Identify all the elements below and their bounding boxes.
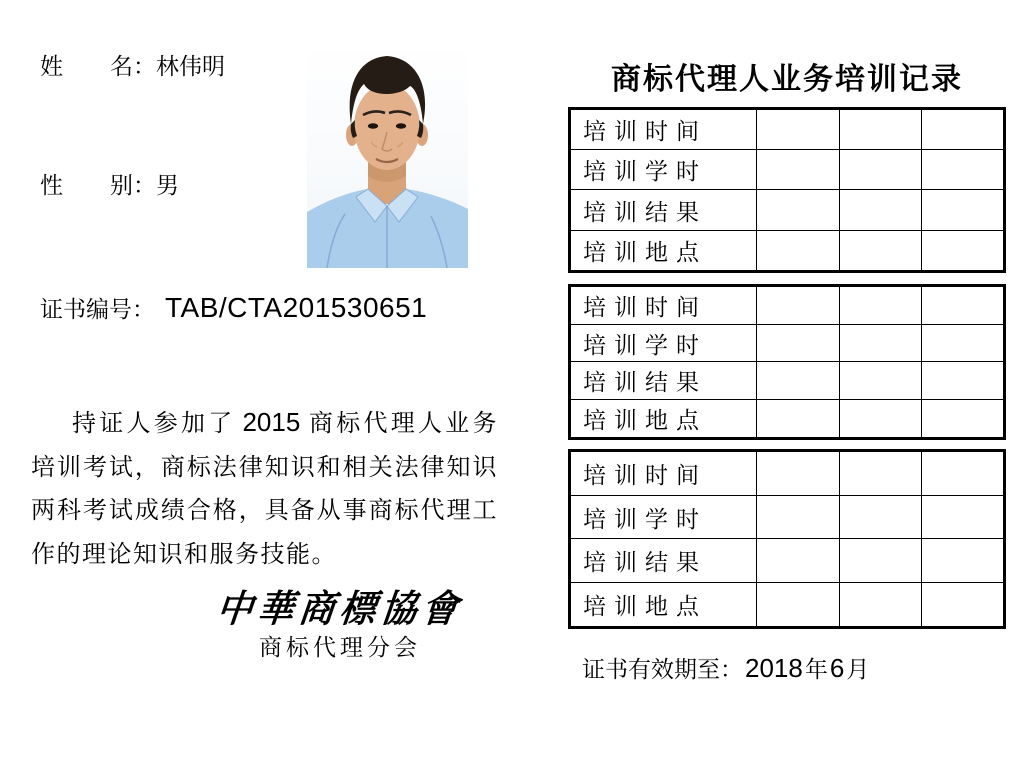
statement-text-1: 持证人参加了 <box>72 411 236 437</box>
table-row <box>570 190 1005 230</box>
empty-cell <box>757 190 840 230</box>
empty-cell <box>839 324 922 362</box>
empty-cell <box>922 539 1005 583</box>
name-row <box>40 54 225 80</box>
gender-row <box>40 173 179 199</box>
gender-value: 男 <box>156 173 179 198</box>
row-label: 培训时间 <box>570 109 757 150</box>
empty-cell <box>922 400 1005 439</box>
empty-cell <box>922 324 1005 362</box>
name-label: 姓 <box>40 54 63 79</box>
row-label: 培训时间 <box>570 286 757 325</box>
empty-cell <box>757 286 840 325</box>
row-label: 培训结果 <box>570 362 757 400</box>
table-row <box>570 400 1005 439</box>
name-label-2: 名： <box>110 54 156 79</box>
statement-year: 2015 <box>242 407 301 437</box>
row-label: 培训结果 <box>570 190 757 230</box>
row-label: 培训学时 <box>570 150 757 190</box>
empty-cell <box>839 109 922 150</box>
training-table <box>568 449 1006 629</box>
empty-cell <box>922 495 1005 539</box>
empty-cell <box>922 362 1005 400</box>
empty-cell <box>757 362 840 400</box>
row-label: 培训学时 <box>570 324 757 362</box>
empty-cell <box>757 230 840 271</box>
training-record-title: 商标代理人业务培训记录 <box>611 63 963 96</box>
id-photo <box>307 42 468 268</box>
row-label: 培训时间 <box>570 451 757 496</box>
gender-label: 性 <box>40 173 63 198</box>
empty-cell <box>922 451 1005 496</box>
validity-year-unit: 年 <box>804 657 828 682</box>
table-row <box>570 495 1005 539</box>
table-row <box>570 109 1005 150</box>
validity-label: 证书有效期至： <box>582 657 743 682</box>
empty-cell <box>757 150 840 190</box>
training-table <box>568 284 1006 440</box>
table-row <box>570 286 1005 325</box>
row-label: 培训学时 <box>570 495 757 539</box>
empty-cell <box>757 495 840 539</box>
table-row <box>570 230 1005 271</box>
empty-cell <box>922 190 1005 230</box>
empty-cell <box>757 324 840 362</box>
certificate-number-value: TAB/CTA201530651 <box>165 292 428 323</box>
empty-cell <box>922 286 1005 325</box>
table-row <box>570 539 1005 583</box>
issuer-seal-text: 中華商標協會 <box>214 588 465 630</box>
empty-cell <box>839 190 922 230</box>
training-table-1 <box>568 107 1006 273</box>
empty-cell <box>757 539 840 583</box>
name-value: 林伟明 <box>156 54 225 79</box>
empty-cell <box>922 109 1005 150</box>
issuer-seal <box>180 581 500 632</box>
statement-text-2: 商标代理人业务培训考试，商标法律知识和相关法律知识两科考试成绩合格，具备从事商标代理工作的理论知识和服务技能。 <box>31 411 498 568</box>
empty-cell <box>839 539 922 583</box>
empty-cell <box>922 583 1005 628</box>
issuer-branch: 商标代理分会 <box>259 635 421 660</box>
empty-cell <box>839 583 922 628</box>
validity-month: 6 <box>829 653 845 683</box>
empty-cell <box>839 362 922 400</box>
table-row <box>570 583 1005 628</box>
empty-cell <box>922 230 1005 271</box>
empty-cell <box>757 400 840 439</box>
training-table-3 <box>568 449 1006 629</box>
validity-year: 2018 <box>745 653 803 683</box>
id-photo-drawing <box>307 42 468 268</box>
table-row <box>570 362 1005 400</box>
row-label: 培训结果 <box>570 539 757 583</box>
empty-cell <box>839 230 922 271</box>
training-table-2 <box>568 284 1006 440</box>
empty-cell <box>757 583 840 628</box>
empty-cell <box>839 286 922 325</box>
table-row <box>570 150 1005 190</box>
validity-month-unit: 月 <box>846 657 870 682</box>
training-table <box>568 107 1006 273</box>
row-label: 培训地点 <box>570 583 757 628</box>
empty-cell <box>839 150 922 190</box>
empty-cell <box>839 451 922 496</box>
certificate-number-label: 证书编号： <box>40 297 155 322</box>
row-label: 培训地点 <box>570 400 757 439</box>
certificate-number-row <box>40 292 428 323</box>
empty-cell <box>839 495 922 539</box>
gender-label-2: 别： <box>110 173 156 198</box>
row-label: 培训地点 <box>570 230 757 271</box>
validity-row <box>582 651 869 684</box>
table-row <box>570 324 1005 362</box>
statement-paragraph <box>31 401 498 579</box>
table-row <box>570 451 1005 496</box>
empty-cell <box>757 109 840 150</box>
empty-cell <box>839 400 922 439</box>
empty-cell <box>757 451 840 496</box>
empty-cell <box>922 150 1005 190</box>
